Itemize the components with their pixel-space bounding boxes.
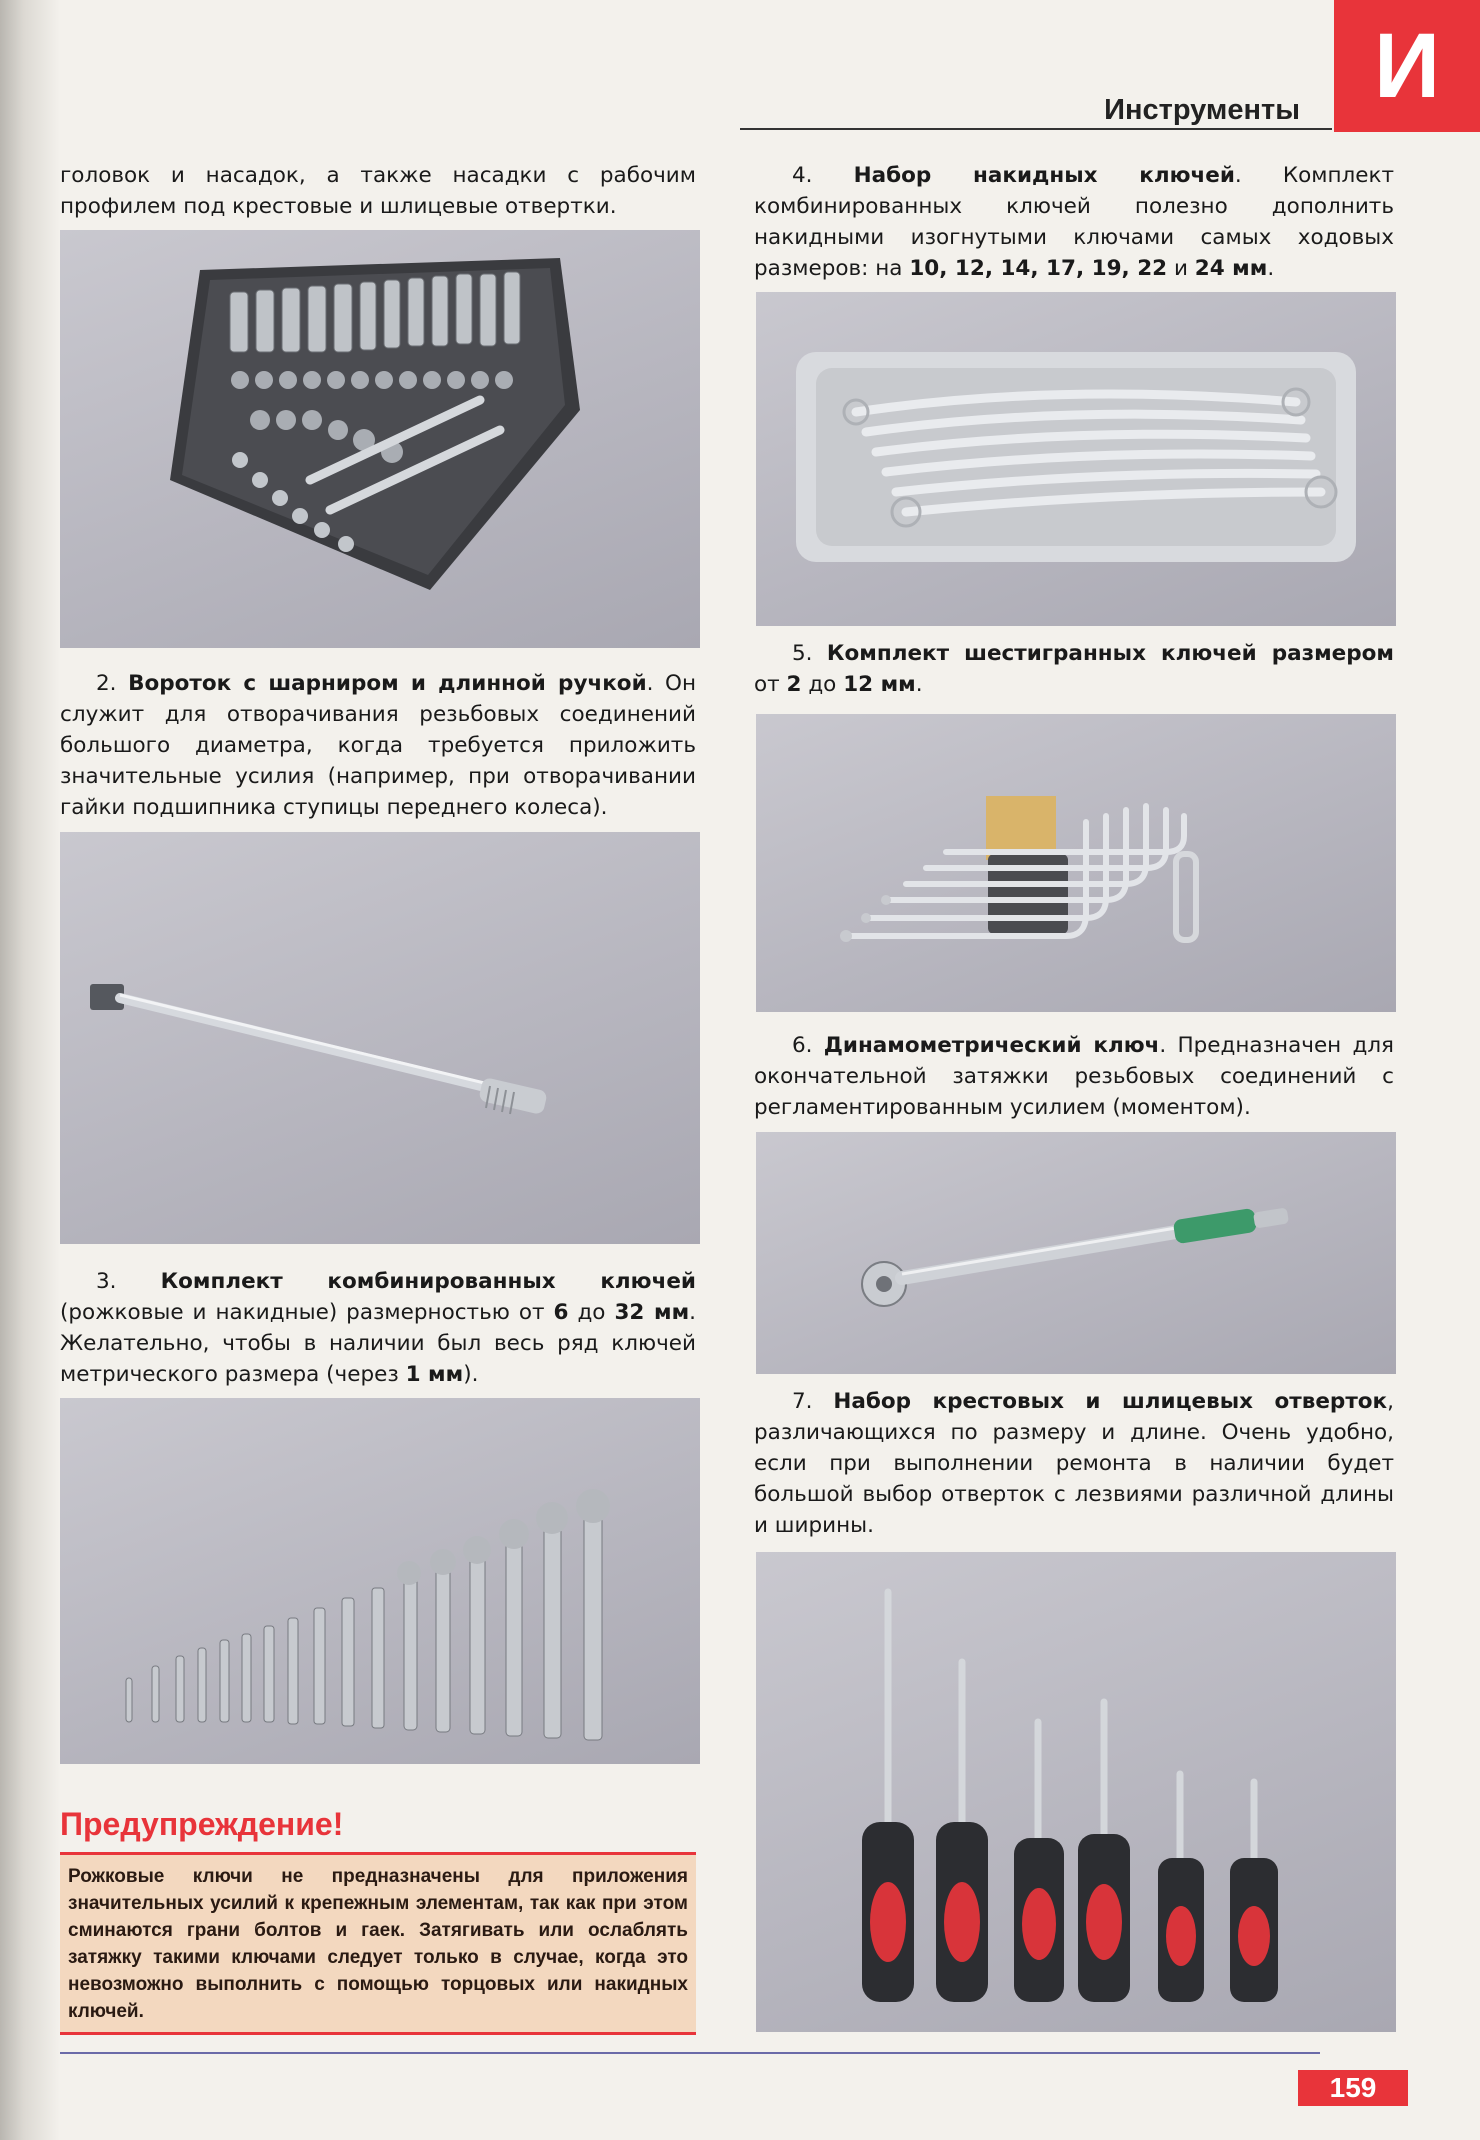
item-2-text: . Он служит для отворачивания резьбовых соединений большого диаметра, когда требуется приложить значительные усилия (например, при отворачивании гайки подшипника ступицы переднего колеса).	[60, 671, 697, 820]
ring-wrenches-illustration	[756, 292, 1396, 626]
photo-socket-set	[60, 230, 700, 648]
item-5-text-a: от	[754, 672, 787, 697]
item-3-number: 3.	[96, 1269, 117, 1294]
header-rule	[740, 128, 1332, 130]
item-4-number: 4.	[792, 163, 813, 188]
item-7-number: 7.	[792, 1389, 813, 1414]
item-5-text-b: до	[801, 672, 844, 697]
photo-screwdriver-set	[756, 1552, 1396, 2032]
photo-hex-keys	[756, 714, 1396, 1012]
item-4-and: и	[1167, 256, 1195, 281]
item-4-title: Набор накидных ключей	[853, 163, 1235, 188]
item-5-paragraph	[754, 638, 1394, 700]
item-4-last-size: 24 мм	[1194, 256, 1268, 281]
item-5-size-max: 12 мм	[843, 672, 916, 697]
item-2-title: Вороток с шарниром и длинной ручкой	[128, 671, 647, 696]
item-3-size-min: 6	[553, 1300, 569, 1325]
torque-wrench-illustration	[756, 1132, 1396, 1374]
warning-text: Рожковые ключи не предназначены для приложения значительных усилий к крепежным элементам, так как при этом сминаются грани болтов и гаек. Затягивать или ослаблять затяжку такими ключами следует только в случае, когда это невозможно выполнить с помощью торцовых или накидных ключей.	[68, 1866, 688, 2022]
photo-combination-wrenches	[60, 1398, 700, 1764]
item-7-title: Набор крестовых и шлицевых отверток	[833, 1389, 1388, 1414]
item-3-step: 1 мм	[405, 1362, 464, 1387]
item-3-text-b: до	[568, 1300, 615, 1325]
hex-keys-illustration	[756, 714, 1396, 1012]
section-letter-tab: И	[1334, 0, 1480, 132]
item-6-paragraph	[754, 1030, 1394, 1123]
item-3-title: Комплект комбинированных ключей	[160, 1269, 696, 1294]
photo-breaker-bar	[60, 832, 700, 1244]
section-title: Инструменты	[1104, 94, 1300, 126]
item-3-text-d: ).	[463, 1362, 479, 1387]
intro-paragraph	[60, 160, 696, 222]
item-6-text: . Предназначен для окончательной затяжки резьбовых соединений с регламентированным усилием (моментом).	[754, 1033, 1394, 1120]
photo-ring-wrenches	[756, 292, 1396, 626]
item-3-size-max: 32 мм	[614, 1300, 690, 1325]
item-7-text: , различающихся по размеру и длине. Очень удобно, если при выполнении ремонта в наличии будет большой выбор отверток с лезвиями различной длины и ширины.	[754, 1389, 1394, 1538]
page-binding-shadow	[0, 0, 60, 2140]
item-2-paragraph	[60, 668, 696, 823]
item-3-text-c: . Желательно, чтобы в наличии был весь ряд ключей метрического размера (через	[60, 1300, 696, 1387]
item-6-title: Динамометрический ключ	[823, 1033, 1160, 1058]
breaker-bar-illustration	[60, 832, 700, 1244]
item-4-text: . Комплект комбинированных ключей полезно дополнить накидными изогнутыми ключами самых ходовых размеров: на	[754, 163, 1395, 281]
warning-box	[60, 1852, 696, 2035]
item-2-number: 2.	[96, 671, 117, 696]
item-3-paragraph	[60, 1266, 696, 1390]
intro-text: головок и насадок, а также насадки с рабочим профилем под крестовые и шлицевые отвертки.	[60, 163, 696, 219]
item-5-title: Комплект шестигранных ключей размером	[826, 641, 1394, 666]
item-5-size-min: 2	[786, 672, 802, 697]
photo-torque-wrench	[756, 1132, 1396, 1374]
item-4-paragraph	[754, 160, 1394, 284]
item-4-end: .	[1267, 256, 1275, 281]
screwdriver-set-illustration	[756, 1552, 1396, 2032]
page-number: 159	[1298, 2070, 1408, 2106]
item-7-paragraph	[754, 1386, 1394, 1541]
socket-set-illustration	[60, 230, 700, 648]
item-3-text-a: (рожковые и накидные) размерностью от	[60, 1300, 554, 1325]
item-4-sizes: 10, 12, 14, 17, 19, 22	[909, 256, 1168, 281]
item-5-text-c: .	[915, 672, 923, 697]
warning-title: Предупреждение!	[60, 1806, 344, 1842]
footer-rule	[60, 2052, 1320, 2054]
item-5-number: 5.	[792, 641, 813, 666]
combination-wrenches-illustration	[60, 1398, 700, 1764]
item-6-number: 6.	[792, 1033, 813, 1058]
